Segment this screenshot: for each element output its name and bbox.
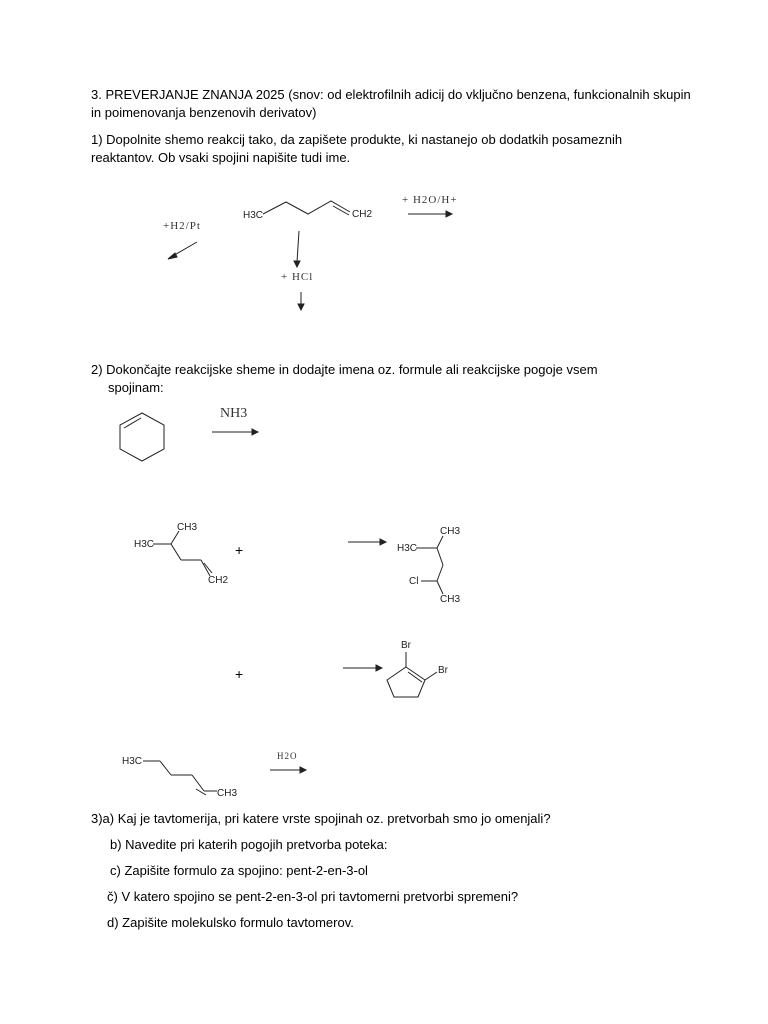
scheme3-right-ch3-bottom-label: CH3 bbox=[440, 594, 461, 605]
task3-question-d: d) Zapišite molekulsko formulo tavtomerov. bbox=[107, 915, 354, 930]
document-title-line-2: in poimenovanja benzenovih derivatov) bbox=[91, 105, 317, 120]
scheme1-hydration-reagent: + H2O/H+ bbox=[402, 194, 458, 206]
scheme3-right-h3c-label: H3C bbox=[397, 543, 418, 554]
task3-question-a: 3)a) Kaj je tavtomerija, pri katere vrste spojinah oz. pretvorbah smo jo omenjali? bbox=[91, 811, 551, 826]
scheme3-left-h3c-label: H3C bbox=[134, 539, 155, 550]
document-title-line-1: 3. PREVERJANJE ZNANJA 2025 (snov: od elektrofilnih adicij do vključno benzena, funkcionalnih skupin bbox=[91, 87, 691, 102]
task3-question-c: c) Zapišite formulo za spojino: pent-2-en-3-ol bbox=[110, 863, 368, 878]
scheme1-h3c-label: H3C bbox=[243, 210, 264, 221]
scheme4-plus-sign: + bbox=[235, 666, 244, 682]
task3-question-b: b) Navedite pri katerih pogojih pretvorba poteka: bbox=[110, 837, 388, 852]
task2-instruction-line-1: 2) Dokončajte reakcijske sheme in dodajte imena oz. formule ali reakcijske pogoje vsem bbox=[91, 362, 598, 377]
scheme5-h3c-label: H3C bbox=[122, 756, 143, 767]
task3-question-c-caron: č) V katero spojino se pent-2-en-3-ol pri tavtomerni pretvorbi spremeni? bbox=[107, 889, 519, 904]
scheme5-ch3-label: CH3 bbox=[217, 788, 238, 799]
task1-instruction-line-2: reaktantov. Ob vsaki spojini napišite tudi ime. bbox=[91, 150, 351, 165]
scheme5-h2o-reagent: H2O bbox=[277, 751, 298, 761]
scheme3-right-ch3-top-label: CH3 bbox=[440, 526, 461, 537]
scheme1-hydrogenation-reagent: +H2/Pt bbox=[163, 220, 201, 232]
scheme4-br-right-label: Br bbox=[438, 665, 448, 676]
scheme3-left-ch2-label: CH2 bbox=[208, 575, 229, 586]
scheme3-right-cl-label: Cl bbox=[409, 576, 419, 587]
nh3-reagent: NH3 bbox=[220, 406, 248, 421]
scheme4-br-top-label: Br bbox=[401, 640, 411, 651]
scheme1-hcl-reagent: + HCl bbox=[281, 271, 314, 283]
task2-instruction-line-2: spojinam: bbox=[108, 380, 164, 395]
task1-instruction-line-1: 1) Dopolnite shemo reakcij tako, da zapišete produkte, ki nastanejo ob dodatkih posameznih bbox=[91, 132, 623, 147]
scheme1-ch2-label: CH2 bbox=[352, 209, 373, 220]
scheme3-left-ch3-label: CH3 bbox=[177, 522, 198, 533]
scheme3-plus-sign: + bbox=[235, 542, 244, 558]
